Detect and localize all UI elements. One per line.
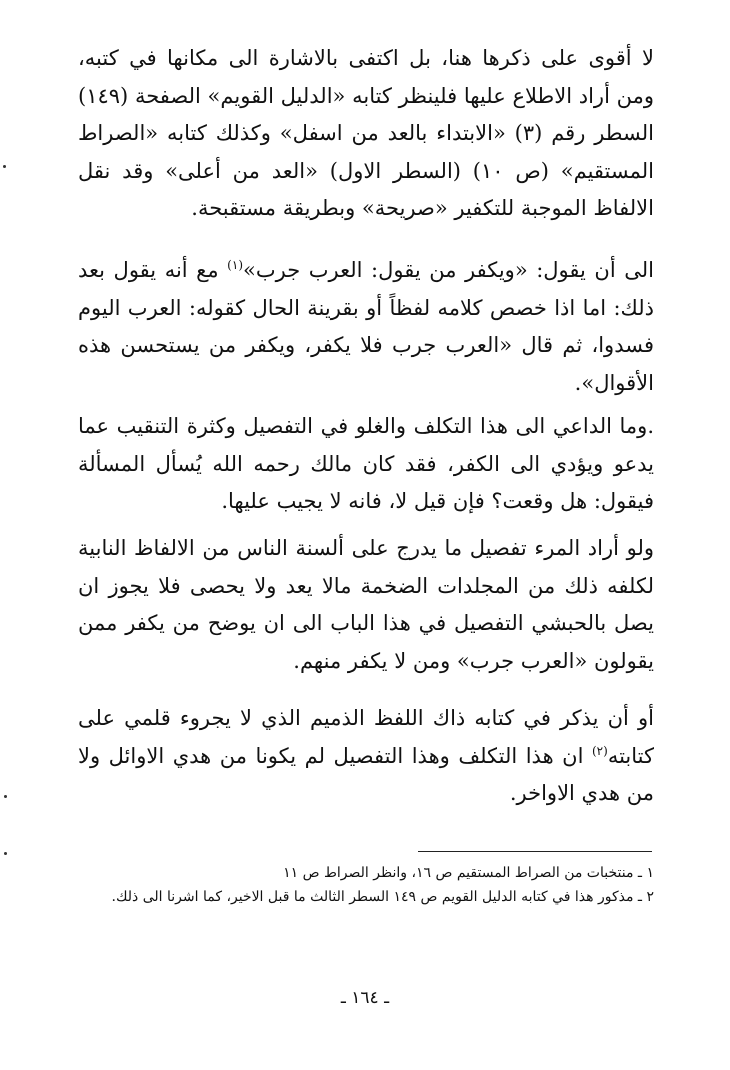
footnote-1: ١ ـ منتخبات من الصراط المستقيم ص ١٦، وانظر الصراط ص ١١ [283, 865, 654, 881]
paragraph-2 [78, 252, 654, 402]
paragraph-5 [78, 700, 654, 813]
paragraph-2-text-start: الى أن يقول: «ويكفر من يقول: العرب جرب» [243, 258, 654, 282]
paragraph-3: .وما الداعي الى هذا التكلف والغلو في التفصيل وكثرة التنقيب عما يدعو ويؤدي الى الكفر، فقد كان مالك رحمه الله يُسأل المسألة فيقول: هل وقعت؟ فإن قيل لا، فانه لا يجيب عليها. [78, 414, 654, 513]
paragraph-5-text-start: أو أن يذكر في كتابه ذاك اللفظ الذميم الذي لا يجروء قلمي على كتابته [78, 706, 654, 768]
margin-speck [4, 795, 7, 798]
footnote-2: ٢ ـ مذكور هذا في كتابه الدليل القويم ص ١٤٩ السطر الثالث ما قبل الاخير، كما اشرنا الى ذلك. [111, 889, 654, 905]
footnote-marker-2: (٢) [591, 743, 608, 758]
footnotes [78, 862, 654, 910]
margin-speck [3, 165, 6, 168]
paragraph-4: ولو أراد المرء تفصيل ما يدرج على ألسنة الناس من الالفاظ النابية لكلفه ذلك من المجلدات الضخمة مالا يعد ولا يحصى فلا يجوز ان يصل بالحبشي التفصيل في هذا الباب الى ان يوضح من يكفر ممن يقولون «العرب جرب» ومن لا يكفر منهم. [78, 536, 654, 673]
paragraph-1: لا أقوى على ذكرها هنا، بل اكتفى بالاشارة الى مكانها في كتبه، ومن أراد الاطلاع عليها فلينظر كتابه «الدليل القويم» الصفحة (١٤٩) السطر رقم (٣) «الابتداء بالعد من اسفل» وكذلك كتابه «الصراط المستقيم» (ص ١٠) (السطر الاول) «العد من أعلى» وقد نقل الالفاظ الموجبة للتكفير «صريحة» وبطريقة مستقبحة. [78, 46, 654, 220]
footnote-divider [418, 851, 652, 852]
margin-speck [4, 852, 7, 855]
paragraph-5-text-end: ان هذا التكلف وهذا التفصيل لم يكونا من هدي الاوائل ولا من هدي الاواخر. [78, 743, 654, 805]
page-number: ـ ١٦٤ ـ [340, 988, 390, 1008]
paragraph-2-text-end: مع أنه يقول بعد ذلك: اما اذا خصص كلامه لفظاً أو بقرينة الحال كقوله: العرب اليوم فسدوا، ثم قال «العرب جرب فلا يكفر، ويكفر من يستحسن هذه الأقوال». [78, 258, 654, 395]
footnote-marker-1: (١) [227, 258, 243, 272]
